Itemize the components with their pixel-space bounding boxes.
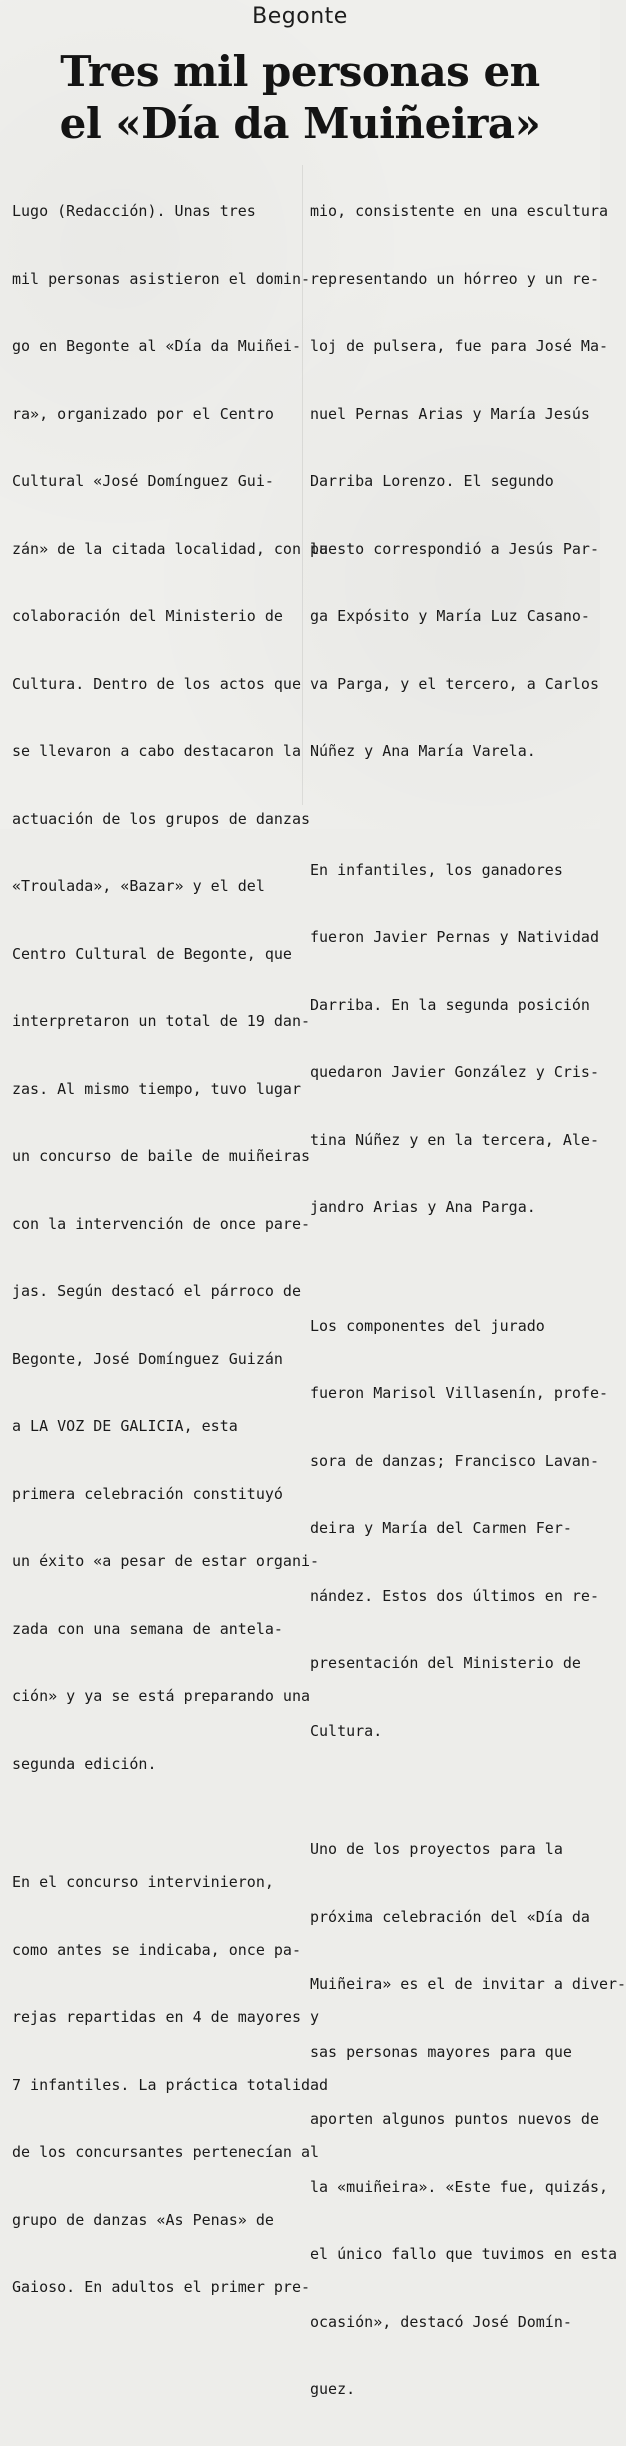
text-line: un éxito «a pesar de estar organi-: [12, 1552, 320, 1570]
headline-line-1: Tres mil personas en: [60, 47, 540, 96]
text-line: un concurso de baile de muiñeiras: [12, 1147, 311, 1165]
text-line: sora de danzas; Francisco Lavan-: [310, 1451, 599, 1470]
text-line: de los concursantes pertenecían al: [12, 2143, 320, 2161]
text-line: a LA VOZ DE GALICIA, esta: [12, 1417, 238, 1435]
text-line: interpretaron un total de 19 dan-: [12, 1012, 311, 1030]
text-line: «Troulada», «Bazar» y el del: [12, 877, 265, 895]
text-line: ción» y ya se está preparando una: [12, 1687, 311, 1705]
section-kicker: Begonte: [252, 4, 348, 29]
text-line: fueron Marisol Villasenín, profe-: [310, 1384, 609, 1402]
text-line: fueron Javier Pernas y Natividad: [310, 928, 599, 946]
text-line: ra», organizado por el Centro: [12, 404, 274, 423]
text-line: zada con una semana de antela-: [12, 1619, 283, 1638]
text-line: Centro Cultural de Begonte, que: [12, 944, 292, 963]
text-line: la «muiñeira». «Este fue, quizás,: [310, 2177, 609, 2196]
text-line: Los componentes del jurado: [310, 1316, 545, 1335]
text-line: jas. Según destacó el párroco de: [12, 1282, 301, 1300]
article-column-left: [12, 155, 329, 2344]
text-line: mil personas asistieron el domin-: [12, 269, 311, 288]
text-line: deira y María del Carmen Fer-: [310, 1519, 572, 1537]
text-line: Darriba Lorenzo. El segundo: [310, 472, 554, 490]
text-line: En el concurso intervinieron,: [12, 1873, 274, 1891]
text-line: Núñez y Ana María Varela.: [310, 742, 536, 760]
text-line: 7 infantiles. La práctica totalidad: [12, 2075, 329, 2094]
text-line: guez.: [310, 2380, 356, 2398]
text-line: puesto correspondió a Jesús Par-: [310, 539, 599, 558]
text-line: Uno de los proyectos para la: [310, 1840, 563, 1858]
text-line: como antes se indicaba, once pa-: [12, 1940, 301, 1959]
text-line: go en Begonte al «Día da Muiñei-: [12, 337, 301, 355]
text-line: Cultura.: [310, 1721, 383, 1740]
text-line: primera celebración constituyó: [12, 1484, 283, 1503]
paragraph-gap: [12, 1820, 297, 1826]
text-line: Lugo (Redacción). Unas tres: [12, 202, 256, 220]
paragraph-gap: [310, 1787, 592, 1793]
text-line: aporten algunos puntos nuevos de: [310, 2110, 599, 2128]
text-line: zas. Al mismo tiempo, tuvo lugar: [12, 1079, 301, 1098]
text-line: segunda edición.: [12, 1754, 157, 1773]
text-line: próxima celebración del «Día da: [310, 1907, 590, 1926]
text-line: ga Expósito y María Luz Casano-: [310, 607, 590, 625]
paragraph-gap: [310, 1264, 592, 1270]
text-line: rejas repartidas en 4 de mayores y: [12, 2008, 320, 2026]
text-line: nuel Pernas Arias y María Jesús: [310, 404, 590, 423]
article-column-right: [310, 155, 626, 2446]
text-line: tina Núñez y en la tercera, Ale-: [310, 1130, 599, 1149]
headline-line-2: el «Día da Muiñeira»: [59, 99, 541, 148]
text-line: Cultura. Dentro de los actos que: [12, 674, 301, 693]
text-line: Cultural «José Domínguez Gui-: [12, 472, 274, 490]
article-headline: [0, 46, 600, 150]
text-line: quedaron Javier González y Cris-: [310, 1063, 599, 1081]
text-line: sas personas mayores para que: [310, 2042, 572, 2061]
text-line: Darriba. En la segunda posición: [310, 995, 590, 1014]
text-line: mio, consistente en una escultura: [310, 202, 609, 220]
paragraph-gap: [310, 808, 592, 814]
text-line: con la intervención de once pare-: [12, 1214, 311, 1233]
text-line: Gaioso. En adultos el primer pre-: [12, 2278, 311, 2296]
text-line: jandro Arias y Ana Parga.: [310, 1198, 536, 1216]
text-line: zán» de la citada localidad, con la: [12, 539, 329, 558]
text-line: En infantiles, los ganadores: [310, 860, 563, 879]
column-divider: [302, 165, 303, 805]
text-line: Begonte, José Domínguez Guizán: [12, 1349, 283, 1368]
text-line: actuación de los grupos de danzas: [12, 809, 311, 828]
text-line: se llevaron a cabo destacaron la: [12, 742, 301, 760]
text-line: el único fallo que tuvimos en esta: [310, 2245, 618, 2263]
text-line: colaboración del Ministerio de: [12, 607, 283, 625]
text-line: nández. Estos dos últimos en re-: [310, 1586, 599, 1605]
text-line: ocasión», destacó José Domín-: [310, 2312, 572, 2331]
text-line: Muiñeira» es el de invitar a diver-: [310, 1975, 626, 1993]
text-line: loj de pulsera, fue para José Ma-: [310, 337, 609, 355]
text-line: presentación del Ministerio de: [310, 1654, 581, 1672]
text-line: representando un hórreo y un re-: [310, 269, 599, 288]
text-line: va Parga, y el tercero, a Carlos: [310, 674, 599, 693]
text-line: grupo de danzas «As Penas» de: [12, 2210, 274, 2229]
